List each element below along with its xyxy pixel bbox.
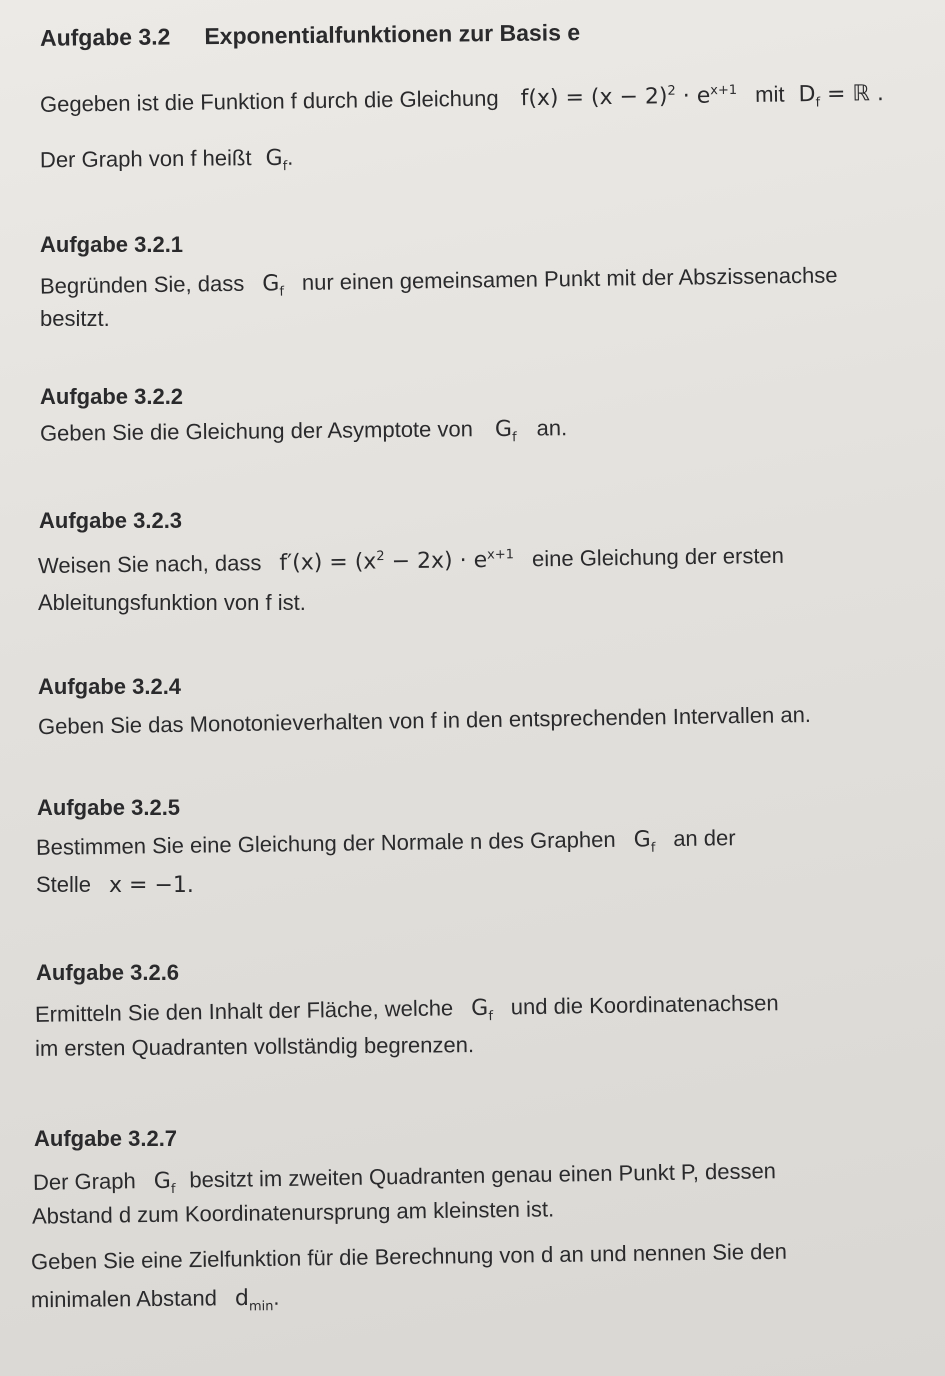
task-heading: Aufgabe 3.2.4 [38,674,182,699]
task-heading: Aufgabe 3.2.2 [40,384,184,409]
graph-symbol: $G_f$ [494,416,517,446]
function-formula: $f(x) = (x - 2)^2 \cdot e^{x+1}$ [520,82,738,112]
derivative-formula: $f'(x) = (x^2 - 2x) \cdot e^{x+1}$ [279,547,515,576]
task-text: Geben Sie das Monotonieverhalten von f in den entsprechenden Intervallen an. [37,701,812,740]
task-text: Geben Sie die Gleichung der Asymptote von $G_f$ an. [39,415,568,446]
task-text: Ermitteln Sie den Inhalt der Fläche, welche $G_f$ und die Koordinatenachsen [34,990,779,1027]
task-text: Der Graph $G_f$ besitzt im zweiten Quadranten genau einen Punkt P, dessen [32,1158,777,1198]
task-text: minimalen Abstand $d_{min}$. [30,1284,280,1315]
task-text: Stelle x = −1. [36,872,194,898]
task-text: Abstand d zum Koordinatenursprung am kleinsten ist. [31,1196,555,1229]
task-text: Ableitungsfunktion von f ist. [38,590,306,615]
d-min-symbol: $d_{min}$ [234,1286,274,1315]
task-number: Aufgabe 3.2 [39,23,171,51]
task-heading: Aufgabe 3.2.7 [34,1126,178,1151]
graph-symbol: $G_f$ [470,995,494,1025]
task-text: Begründen Sie, dass $G_f$ nur einen gemeinsamen Punkt mit der Abszissenachse [39,262,838,300]
x-value: x = −1. [109,873,194,898]
intro-line-2: Der Graph von f heißt $G_f$. [39,144,294,175]
task-heading: Aufgabe 3.2.1 [40,232,184,257]
task-title: Exponentialfunktionen zur Basis e [204,19,581,50]
task-heading: Aufgabe 3.2.5 [37,795,181,820]
graph-symbol: $G_f$ [153,1168,176,1198]
task-text: Weisen Sie nach, dass $f'(x) = (x^2 - 2x) \cdot e^{x+1}$ eine Gleichung der ersten [37,542,785,579]
task-text: Bestimmen Sie eine Gleichung der Normale n des Graphen $G_f$ an der [35,825,736,860]
graph-symbol: $G_f$ [262,271,285,300]
task-text: besitzt. [40,306,110,331]
task-heading: Aufgabe 3.2.3 [39,508,183,533]
task-heading: Aufgabe 3.2.6 [36,960,180,985]
intro-line-1: Gegeben ist die Funktion f durch die Gleichung $f(x) = (x - 2)^2 \cdot e^{x+1}$ mit $D_f$ = ℝ . [39,81,885,117]
task-text: im ersten Quadranten vollständig begrenzen. [34,1032,475,1061]
page-title [40,19,580,52]
graph-symbol: $G_f$ [633,827,656,856]
domain: $D_f$ = ℝ . [798,81,885,111]
task-text: Geben Sie eine Zielfunktion für die Berechnung von d an und nennen Sie den [30,1238,788,1275]
graph-symbol: $G_f$ [265,145,288,175]
